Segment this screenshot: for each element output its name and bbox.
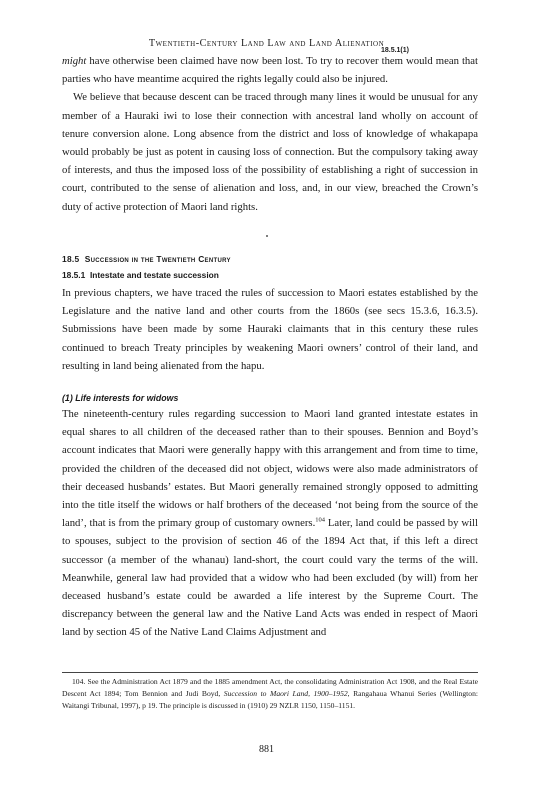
section-reference: 18.5.1(1) [380,47,409,54]
footnote-rule [62,672,478,673]
footnote: 104. See the Administration Act 1879 and the 1885 amendment Act, the consolidating Administration Act 1908, and the Real Estate Descent Act 1894; Tom Bennion and Judi Boyd, Succession to Maori Land, 1900–1952, Rangahaua Whanui Series (Wellington: Waitangi Tribunal, 1997), p 19. The principle is discussed in (1910) 29 NZLR 1150, 1150–1151. [62,677,479,711]
paragraph: The nineteenth-century rules regarding succession to Maori land granted intestate estates in equal shares to all children of the deceased rather than to their spouses. Bennion and Boyd’s account indicates that Maori were generally happy with this arrangement and from time to time, provided the children of the deceased did not object, widows were also made administrators of their deceased husbands’ estates. But Maori generally remained strongly opposed to admitting into the title itself the widows or half brothers of the deceased ‘not being from the source of the land’, that is from the primary group of customary owners.$^{104}$ Later, land could be passed by will to spouses, subject to the provision of section 46 of the 1894 Act that, if this left a direct successor (a member of the whanau) land-short, the court could vary the terms of the will. Meanwhile, general law had provided that a widow who had been excluded (by will) from her deceased husband’s estate could be awarded a life interest by the Supreme Court. The discrepancy between the general law and the Native Land Acts was ended in respect of Maori land by section 45 of the Native Land Claims Adjustment and [62,408,478,639]
paragraph: We believe that because descent can be traced through many lines it would be unusual for any member of a Hauraki iwi to lose their connection with ancestral land wholly on account of tenure conversion alone. Long absence from the district and loss of knowledge of whakapapa would probably be just as potent in causing loss of connection. But the compulsory taking away of interests, and thus the imposed loss of the possibility of establishing a right of succession in court, contributed to the sense of alienation and loss, and, in our view, breached the Crown’s duty of active protection of Maori land rights. [62,91,478,213]
section-heading: 18.5 Succession in the Twentieth Century [62,254,231,264]
section-18-5 [62,252,478,642]
page-number: 881 [259,744,274,755]
paragraph: In previous chapters, we have traced the rules of succession to Maori estates established by the Legislature and the native land and other courts from the 1860s (see secs 15.3.6, 16.3.5). Submissions have been made by some Hauraki claimants that in this century these rules continued to breach Treaty principles by weakening Maori owners’ control of their land, and resulting in land being alienated from the hapu. [62,287,478,372]
paragraph: might have otherwise been claimed have now been lost. To try to recover them would mean that parties who have meantime acquired the rights legally could also be injured. [62,55,478,86]
running-header: Twentieth-Century Land Law and Land Alienation [148,38,385,49]
subsection-heading: 18.5.1 Intestate and testate succession [62,270,219,280]
opening-paragraph-block [62,52,478,216]
sub-heading-life-interests: (1) Life interests for widows [62,393,179,404]
section-divider [266,235,268,237]
